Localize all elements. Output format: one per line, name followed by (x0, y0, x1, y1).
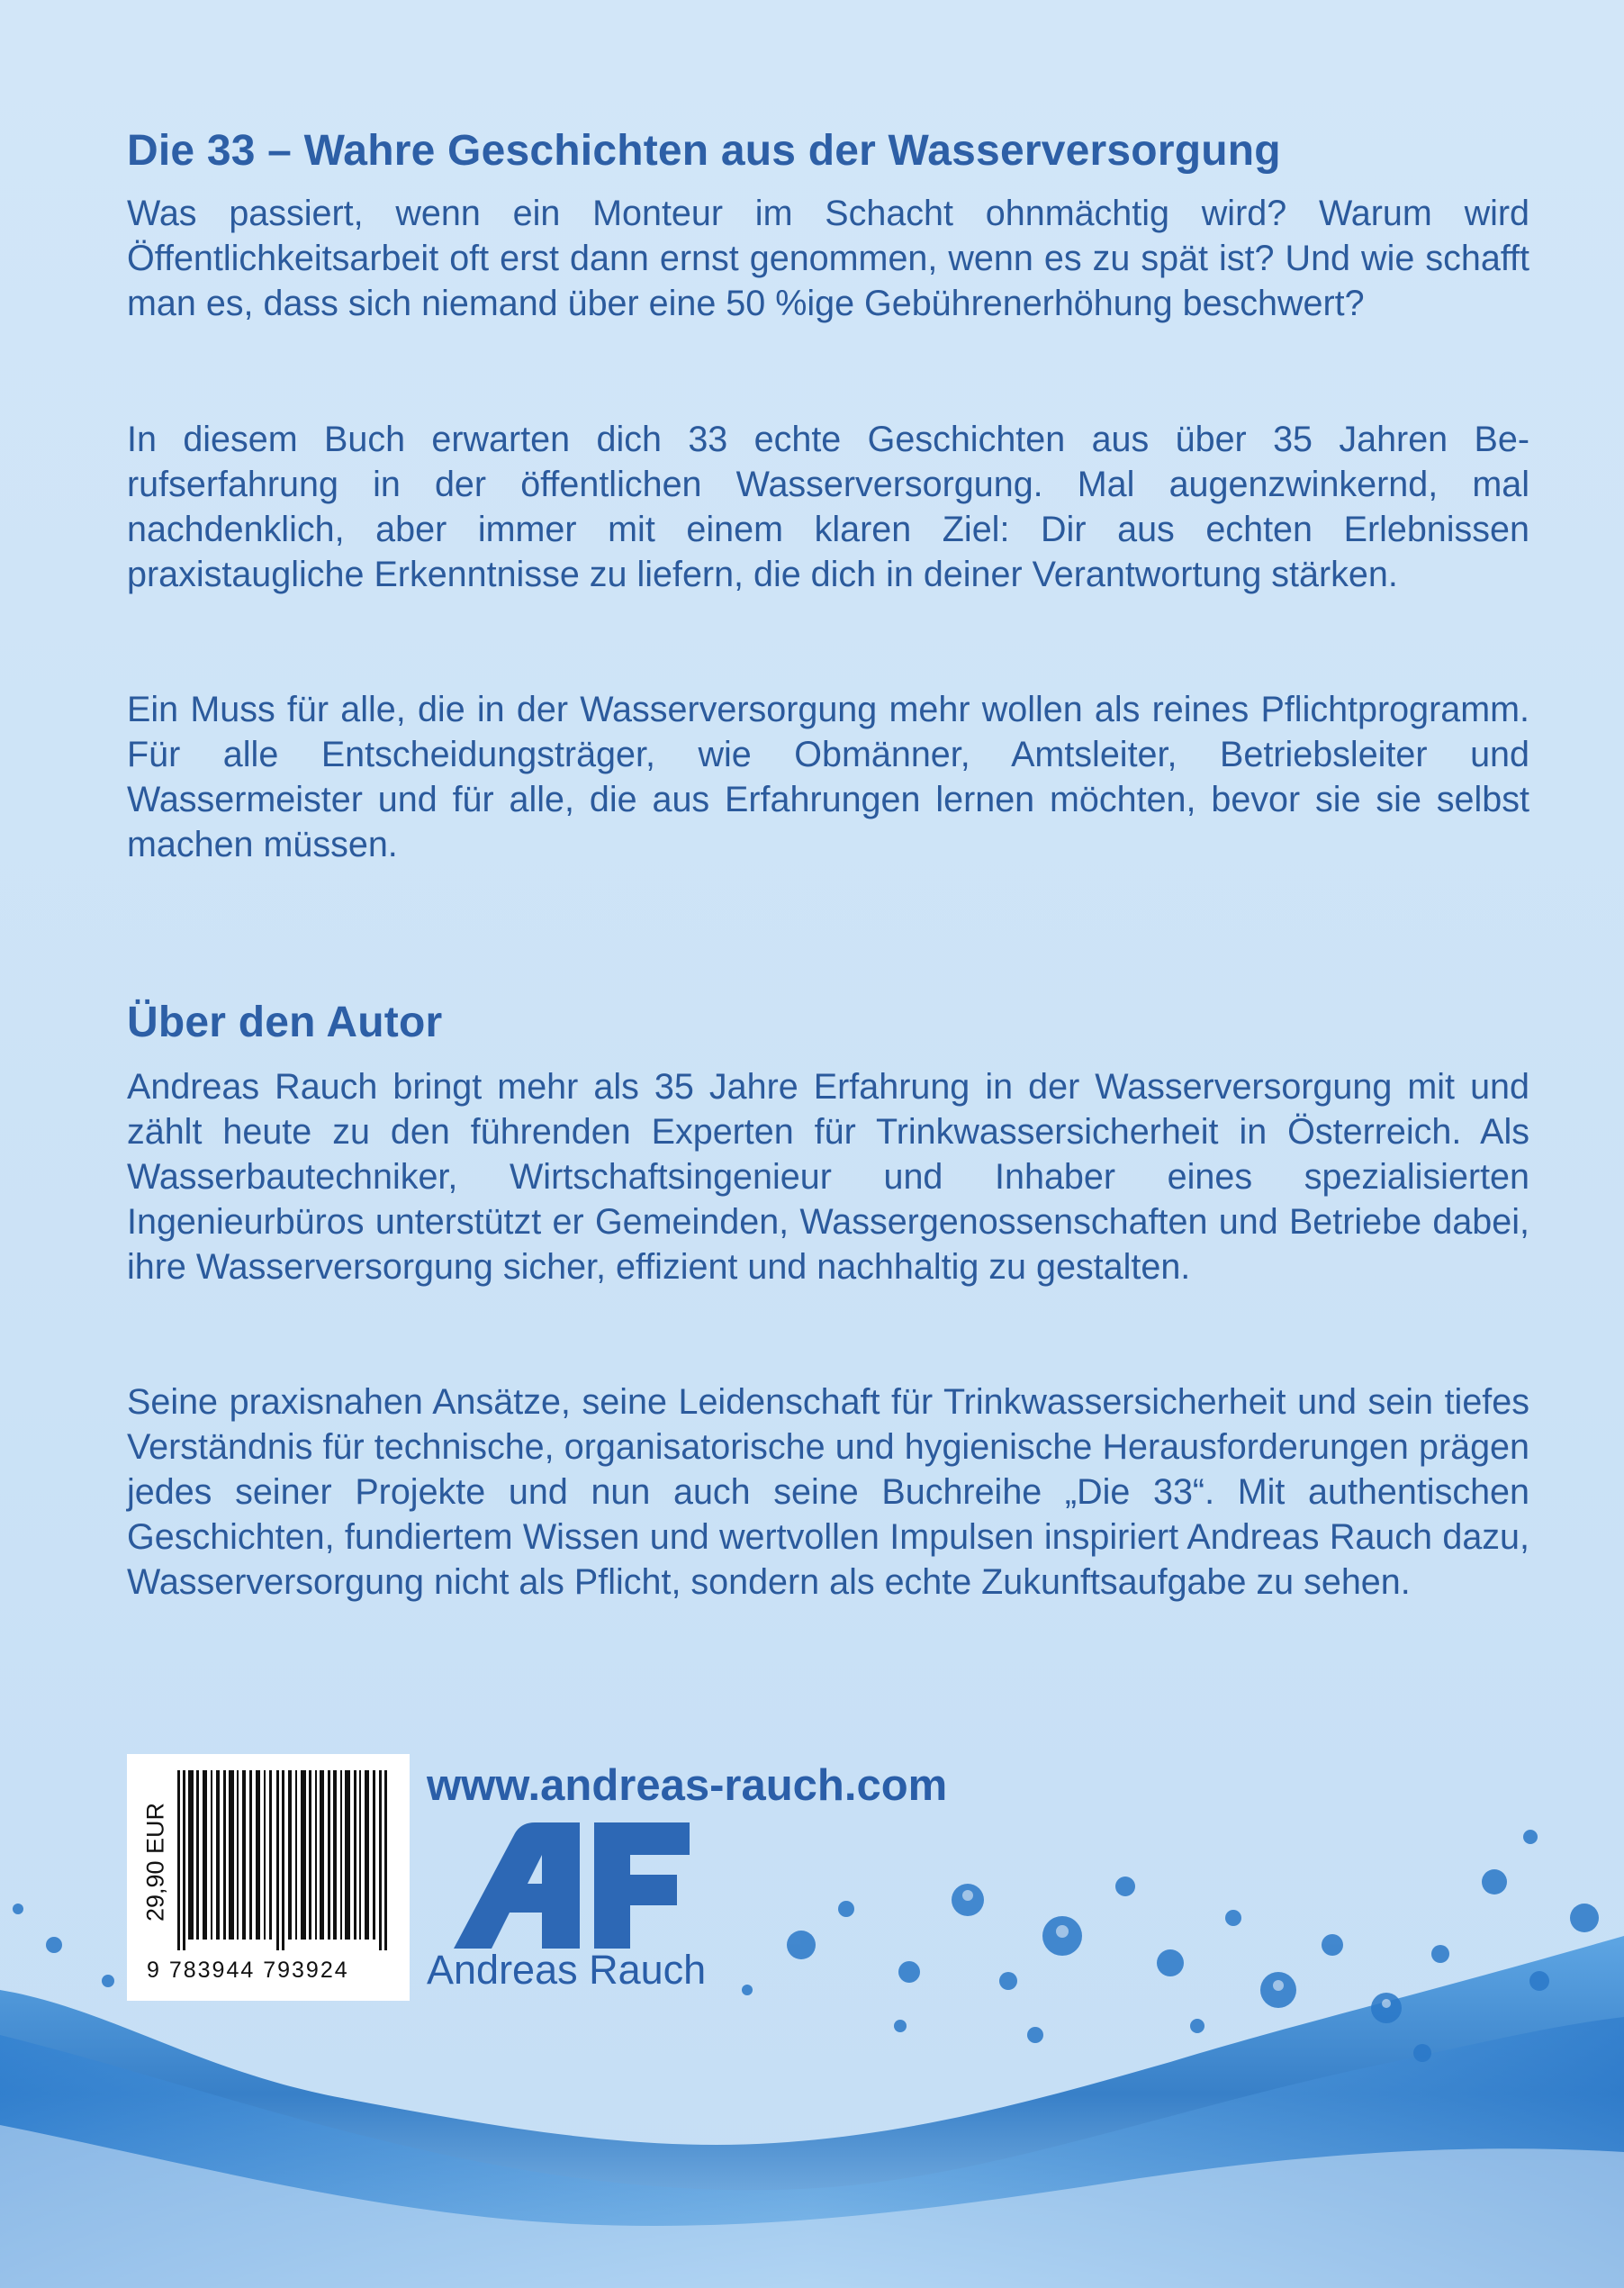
price-text: 29,90 EUR (141, 1802, 169, 1922)
description-paragraph-3: Ein Muss für alle, die in der Wasserversorgung mehr wollen als reines Pflichtprogramm. Für alle Entscheidungsträger, wie Obmänner, Amtsleiter, Betriebsleiter und Wassermeister und für alle, die aus Erfahrungen lernen möchten, bevor sie sie selbst machen müssen. (127, 690, 1529, 864)
description-paragraph-1: Was passiert, wenn ein Monteur im Schacht ohnmächtig wird? Warum wird Öffentlichkeitsarbeit oft erst dann ernst genommen, wenn es zu spät ist? Und wie schafft man es, dass sich niemand über eine 50 %ige Gebührenerhöhung beschwert? (127, 194, 1529, 323)
website-link[interactable]: www.andreas-rauch.com (427, 1761, 948, 1810)
author-paragraph-1: Andreas Rauch bringt mehr als 35 Jahre Erfahrung in der Wasserversorgung mit und zählt heute zu den führenden Experten für Trinkwassersicherheit in Österreich. Als Wasserbautechniker, Wirtschaftsingenieur und Inhaber eines spezialisierten Ingenieurbüros unterstützt er Gemeinden, Wassergenossenschaften und Betriebe dabei, ihre Wasserversorgung sicher, effizient und nachhaltig zu gestalten. (127, 1067, 1529, 1287)
about-author-heading: Über den Autor (127, 999, 443, 1046)
logo-name: Andreas Rauch (427, 1947, 707, 1993)
price-label (138, 1772, 174, 1952)
description-paragraph-2: In diesem Buch erwarten dich 33 echte Geschichten aus über 35 Jahren Berufserfahrung in der öffentlichen Wasserversorgung. Mal augenzwinkernd, mal nachdenklich, aber immer mit einem klaren Ziel: Dir aus echten Erlebnissen praxistaugliche Erkenntnisse zu liefern, die dich in deiner Verantwortung stärken. (127, 420, 1529, 594)
isbn-number: 9 783944 793924 (147, 1958, 349, 1983)
author-paragraph-2: Seine praxisnahen Ansätze, seine Leidenschaft für Trinkwassersicherheit und sein tiefes Verständnis für technische, organisatorische und hygienische Herausforderungen prägen jedes seiner Projekte und nun auch seine Buchreihe „Die 33“. Mit authentischen Geschichten, fundiertem Wissen und wertvollen Impulsen inspiriert Andreas Rauch dazu, Wasserversorgung nicht als Pflicht, sondern als echte Zukunftsaufgabe zu sehen. (127, 1382, 1529, 1602)
barcode (127, 1754, 410, 2001)
barcode-bars (177, 1770, 402, 1950)
book-title-heading: Die 33 – Wahre Geschichten aus der Wasserversorgung (127, 127, 1281, 175)
ar-logo-icon (445, 1822, 706, 1958)
